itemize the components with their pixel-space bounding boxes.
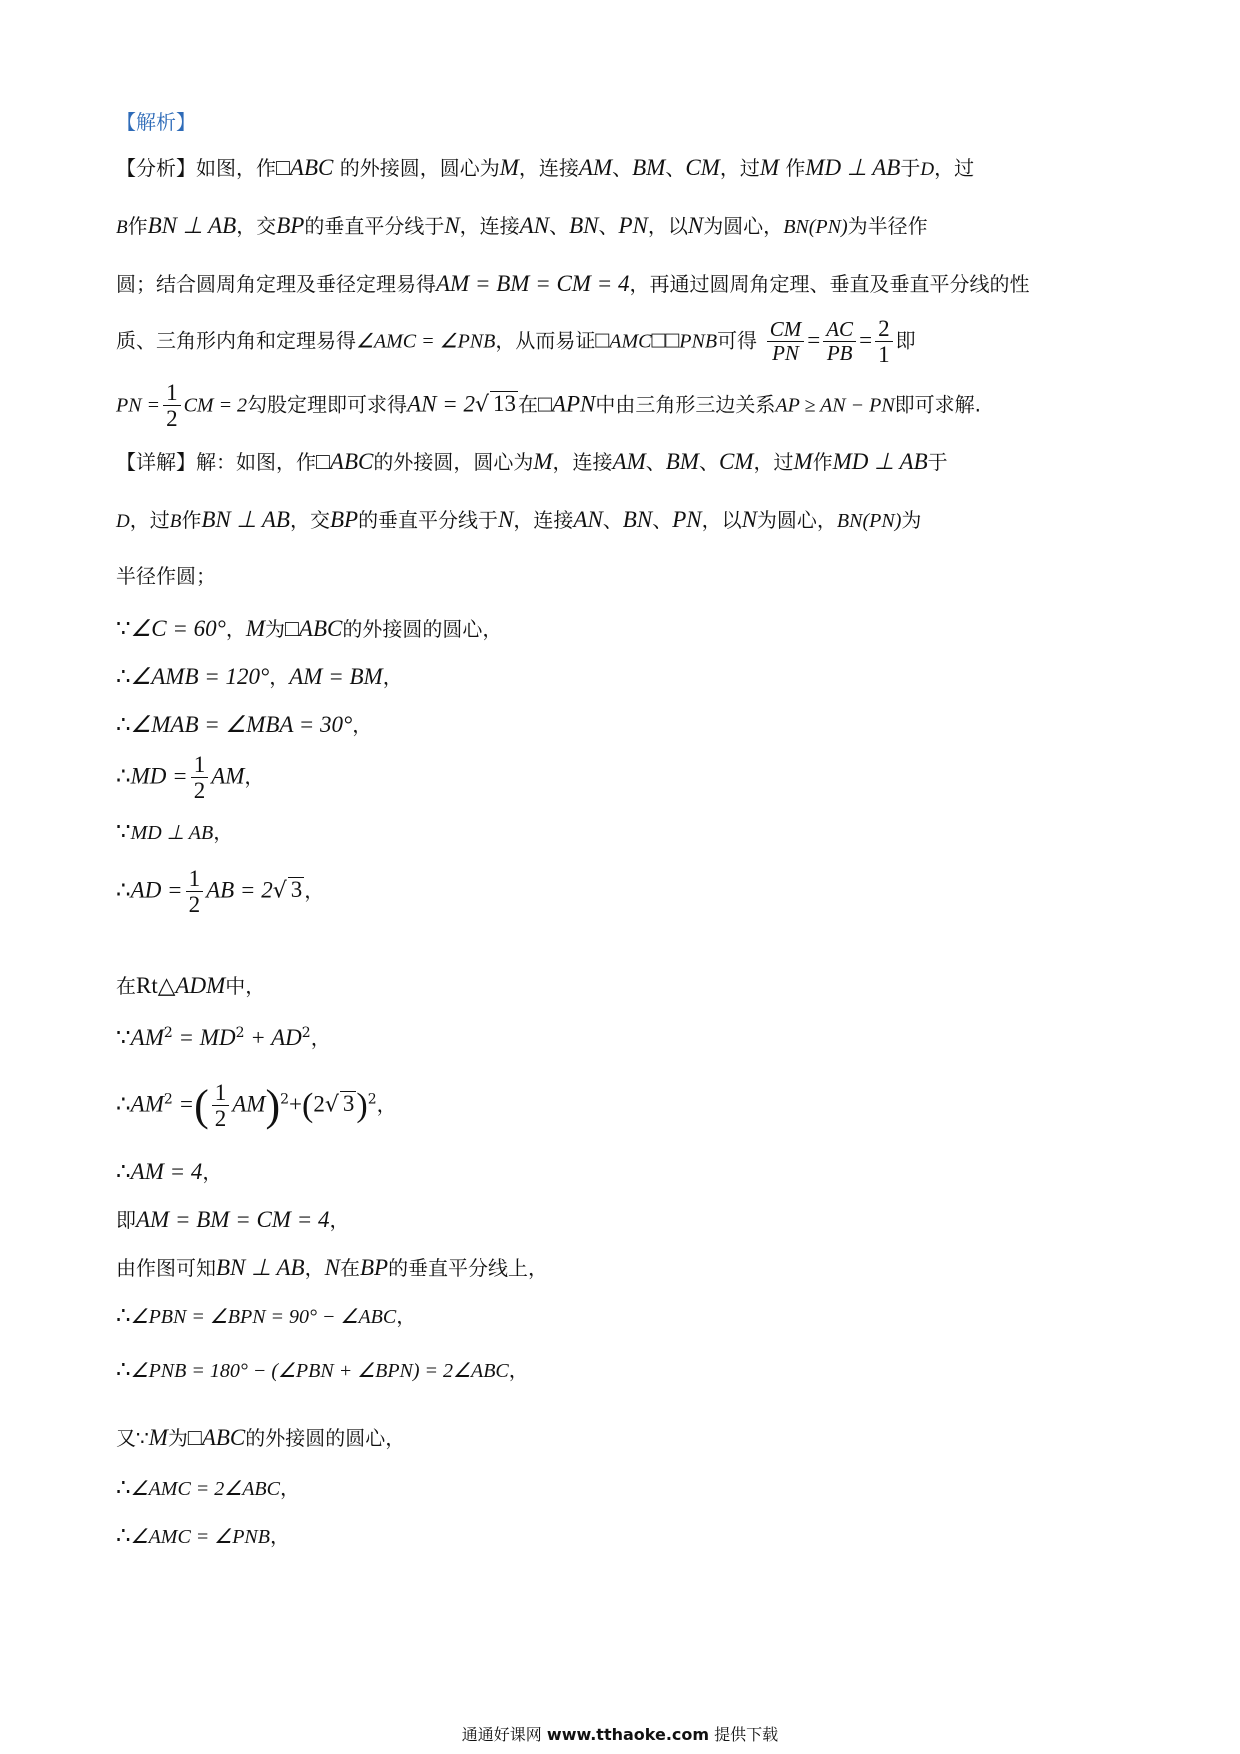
footer-download-text: 提供下载 [714, 1725, 779, 1744]
step-8: $\because AM^2 = MD^2 + AD^2$， [116, 1025, 331, 1050]
detail-line-3: 半径作圆； [116, 564, 216, 588]
step-13: ∴∠PBN = ∠BPN = 90° − ∠ABC， [116, 1303, 417, 1328]
fraction-half: $\frac{1}{2}$ [163, 380, 181, 432]
analysis-line-3: 圆；结合圆周角定理及垂径定理易得AM = BM = CM = 4，再通过圆周角定理、垂直及垂直平分线的性 [116, 271, 1030, 296]
step-3: ∴∠MAB = ∠MBA = 30°， [116, 712, 373, 737]
fraction-2-1: $\frac{2}{1}$ [875, 316, 893, 368]
step-6: ∴AD = $\frac{1}{2}$ AB = 2√ 3 ， [116, 866, 325, 918]
step-17: ∴∠AMC = ∠PNB， [116, 1523, 290, 1548]
step-7: 在Rt△ADM中， [116, 973, 266, 998]
step-15: 又∵M为□ABC的外接圆的圆心， [116, 1425, 406, 1450]
step-10: ∴AM = 4， [116, 1159, 223, 1184]
step-9: $\therefore AM^2$ =( $\frac{1}{2}$ AM)$^2$+(2√ 3)$^2$， [116, 1080, 397, 1132]
footer-site-name: 通通好课网 [461, 1725, 542, 1744]
step-1: ∵∠C = 60°，M为□ABC的外接圆的圆心， [116, 616, 503, 641]
fraction-cm-pn: $\frac{CM}{PN}$ [767, 318, 805, 365]
fraction-half: $\frac{1}{2}$ [186, 866, 204, 918]
step-14: ∴∠PNB = 180° − (∠PBN + ∠BPN) = 2∠ABC， [116, 1357, 529, 1382]
fraction-half: $\frac{1}{2}$ [191, 752, 209, 804]
fraction-half: $\frac{1}{2}$ [212, 1080, 230, 1132]
step-16: ∴∠AMC = 2∠ABC， [116, 1475, 300, 1500]
sqrt-3: 3 [288, 877, 305, 902]
detail-line-1: 【详解】解：如图，作□ABC的外接圆，圆心为M，连接AM、BM、CM，过M作MD ⊥ AB于 [116, 449, 948, 474]
section-title: 【解析】 [116, 110, 196, 134]
fraction-ac-pb: $\frac{AC}{PB}$ [823, 318, 856, 365]
sqrt-3: 3 [340, 1091, 357, 1116]
step-12: 由作图可知BN ⊥ AB，N在BP的垂直平分线上， [116, 1255, 549, 1280]
step-5: ∵MD ⊥ AB， [116, 819, 234, 844]
step-11: 即AM = BM = CM = 4， [116, 1207, 350, 1232]
step-4: ∴MD = $\frac{1}{2}$ AM， [116, 752, 265, 804]
page-footer [0, 1722, 1240, 1745]
analysis-line-2: B作BN ⊥ AB，交BP的垂直平分线于N，连接AN、BN、PN，以N为圆心，BN(PN)为半径作 [116, 213, 928, 238]
detail-line-2: D，过B作BN ⊥ AB，交BP的垂直平分线于N，连接AN、BN、PN，以N为圆心，BN(PN)为 [116, 507, 922, 532]
analysis-line-1: 【分析】如图，作□ABC 的外接圆，圆心为M，连接AM、BM、CM，过M 作MD ⊥ AB于D，过 [116, 155, 975, 180]
analysis-line-4: 质、三角形内角和定理易得∠AMC = ∠PNB，从而易证□AMC□□PNB可得 $\frac{CM}{PN}$ = $\frac{AC}{PB}$ = $\frac{2}{1}$ 即 [116, 316, 916, 368]
footer-url[interactable]: www.tthaoke.com [546, 1725, 710, 1744]
sqrt-13: 13 [490, 391, 518, 416]
analysis-line-5: PN = $\frac{1}{2}$ CM = 2勾股定理即可求得AN = 2√ 13 在□APN中由三角形三边关系AP ≥ AN − PN即可求解. [116, 380, 982, 432]
step-2: ∴∠AMB = 120°，AM = BM， [116, 664, 403, 689]
